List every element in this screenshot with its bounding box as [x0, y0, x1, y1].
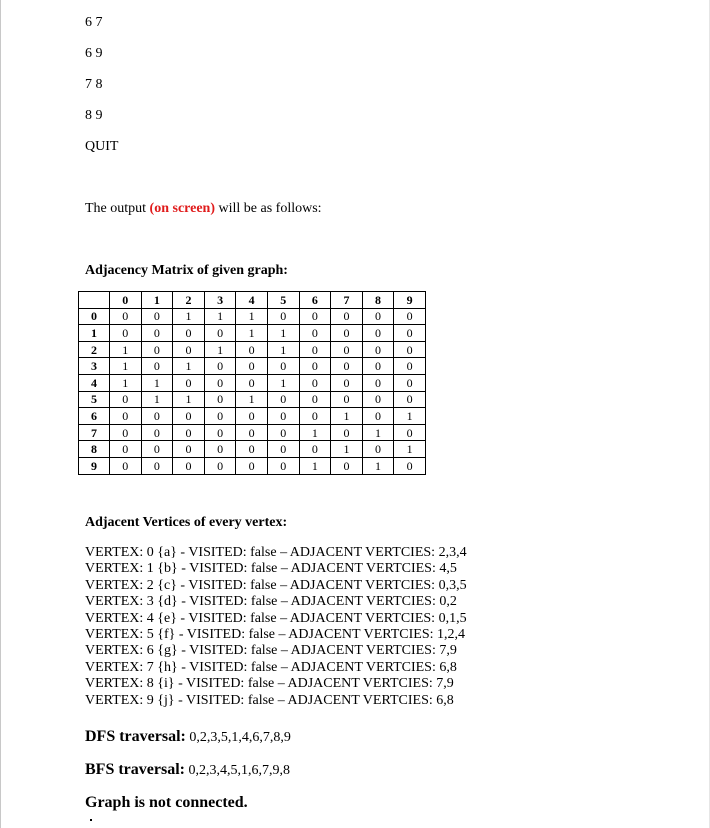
matrix-cell: 0	[362, 358, 394, 375]
matrix-cell: 0	[267, 424, 299, 441]
vertex-row: VERTEX: 8 {i} - VISITED: false – ADJACENT VERTCIES: 7,9	[85, 676, 454, 692]
matrix-cell: 0	[236, 358, 268, 375]
matrix-body	[79, 308, 426, 474]
page-edge-left	[0, 0, 1, 828]
matrix-row	[79, 391, 426, 408]
output-intro	[85, 201, 322, 217]
matrix-cell: 0	[362, 441, 394, 458]
matrix-cell: 1	[362, 424, 394, 441]
matrix-cell: 0	[331, 325, 363, 342]
matrix-cell: 1	[394, 408, 426, 425]
matrix-cell: 0	[394, 341, 426, 358]
matrix-row-header: 7	[79, 424, 110, 441]
matrix-cell: 0	[173, 341, 205, 358]
matrix-cell: 0	[362, 408, 394, 425]
matrix-cell: 1	[173, 391, 205, 408]
input-line: 8 9	[85, 108, 103, 123]
matrix-header-row	[79, 292, 426, 309]
matrix-cell: 1	[110, 358, 142, 375]
matrix-cell: 0	[299, 408, 331, 425]
conclusion: Graph is not connected.	[85, 794, 248, 811]
matrix-row-header: 5	[79, 391, 110, 408]
matrix-cell: 1	[394, 441, 426, 458]
matrix-cell: 0	[362, 374, 394, 391]
matrix-col-header: 1	[141, 292, 173, 309]
matrix-cell: 0	[236, 341, 268, 358]
matrix-corner-cell	[79, 292, 110, 309]
matrix-cell: 1	[267, 341, 299, 358]
matrix-row-header: 3	[79, 358, 110, 375]
matrix-cell: 0	[110, 424, 142, 441]
matrix-cell: 0	[141, 358, 173, 375]
matrix-col-header: 2	[173, 292, 205, 309]
matrix-cell: 1	[362, 457, 394, 474]
matrix-cell: 0	[204, 358, 236, 375]
matrix-cell: 0	[110, 441, 142, 458]
matrix-row	[79, 457, 426, 474]
matrix-cell: 1	[173, 358, 205, 375]
matrix-cell: 0	[236, 424, 268, 441]
input-line: 6 7	[85, 15, 103, 30]
matrix-row	[79, 308, 426, 325]
matrix-cell: 0	[299, 391, 331, 408]
matrix-cell: 0	[394, 374, 426, 391]
vertex-row: VERTEX: 5 {f} - VISITED: false – ADJACENT VERTCIES: 1,2,4	[85, 627, 466, 643]
bfs-label: BFS traversal:	[85, 761, 185, 778]
matrix-cell: 0	[267, 391, 299, 408]
dfs-traversal	[85, 728, 291, 747]
matrix-cell: 0	[204, 457, 236, 474]
input-line: 6 9	[85, 46, 103, 61]
matrix-cell: 1	[204, 308, 236, 325]
matrix-cell: 0	[331, 358, 363, 375]
matrix-cell: 0	[299, 341, 331, 358]
matrix-row-header: 9	[79, 457, 110, 474]
matrix-cell: 0	[110, 325, 142, 342]
vertex-row: VERTEX: 2 {c} - VISITED: false – ADJACENT VERTCIES: 0,3,5	[85, 577, 467, 593]
matrix-cell: 0	[141, 341, 173, 358]
matrix-col-header: 0	[110, 292, 142, 309]
matrix-cell: 0	[110, 457, 142, 474]
matrix-cell: 0	[173, 325, 205, 342]
matrix-cell: 0	[394, 391, 426, 408]
bfs-value: 0,2,3,4,5,1,6,7,9,8	[188, 763, 290, 778]
matrix-row-header: 8	[79, 441, 110, 458]
page-dot	[90, 819, 92, 821]
matrix-cell: 0	[267, 408, 299, 425]
matrix-cell: 0	[331, 424, 363, 441]
output-intro-after: will be as follows:	[215, 201, 322, 216]
matrix-row-header: 2	[79, 341, 110, 358]
matrix-cell: 0	[299, 441, 331, 458]
vertex-row: VERTEX: 9 {j} - VISITED: false – ADJACENT VERTCIES: 6,8	[85, 692, 454, 708]
matrix-cell: 0	[236, 374, 268, 391]
vertex-row: VERTEX: 1 {b} - VISITED: false – ADJACENT VERTCIES: 4,5	[85, 561, 457, 577]
matrix-cell: 0	[362, 341, 394, 358]
matrix-cell: 1	[267, 325, 299, 342]
matrix-cell: 0	[173, 441, 205, 458]
matrix-row	[79, 424, 426, 441]
matrix-cell: 0	[236, 441, 268, 458]
matrix-heading: Adjacency Matrix of given graph:	[85, 263, 288, 278]
input-line-quit: QUIT	[85, 139, 119, 154]
vertex-row: VERTEX: 3 {d} - VISITED: false – ADJACENT VERTCIES: 0,2	[85, 594, 457, 610]
matrix-col-header: 6	[299, 292, 331, 309]
matrix-row	[79, 408, 426, 425]
matrix-cell: 1	[173, 308, 205, 325]
matrix-row	[79, 341, 426, 358]
matrix-cell: 0	[299, 325, 331, 342]
matrix-cell: 1	[299, 457, 331, 474]
matrix-cell: 0	[394, 308, 426, 325]
vertex-row: VERTEX: 7 {h} - VISITED: false – ADJACENT VERTCIES: 6,8	[85, 659, 457, 675]
matrix-cell: 1	[236, 308, 268, 325]
matrix-cell: 0	[204, 424, 236, 441]
matrix-cell: 1	[204, 341, 236, 358]
matrix-cell: 0	[204, 374, 236, 391]
matrix-cell: 0	[267, 358, 299, 375]
matrix-cell: 0	[110, 408, 142, 425]
matrix-cell: 0	[267, 441, 299, 458]
matrix-cell: 0	[204, 391, 236, 408]
matrix-cell: 1	[331, 441, 363, 458]
matrix-cell: 0	[141, 457, 173, 474]
matrix-cell: 0	[331, 457, 363, 474]
matrix-cell: 1	[110, 341, 142, 358]
matrix-cell: 1	[267, 374, 299, 391]
matrix-col-header: 8	[362, 292, 394, 309]
vertex-list	[85, 545, 467, 709]
matrix-cell: 0	[299, 374, 331, 391]
matrix-cell: 0	[141, 424, 173, 441]
matrix-row-header: 0	[79, 308, 110, 325]
matrix-cell: 1	[236, 391, 268, 408]
matrix-cell: 0	[141, 308, 173, 325]
vertex-row: VERTEX: 0 {a} - VISITED: false – ADJACENT VERTCIES: 2,3,4	[85, 545, 467, 560]
matrix-cell: 0	[267, 457, 299, 474]
matrix-cell: 0	[173, 424, 205, 441]
output-intro-highlight: (on screen)	[149, 201, 215, 216]
matrix-row-header: 1	[79, 325, 110, 342]
matrix-col-header: 9	[394, 292, 426, 309]
matrix-cell: 0	[394, 358, 426, 375]
vertex-row: VERTEX: 6 {g} - VISITED: false – ADJACENT VERTCIES: 7,9	[85, 643, 457, 659]
matrix-cell: 0	[173, 408, 205, 425]
matrix-cell: 1	[299, 424, 331, 441]
matrix-cell: 0	[236, 408, 268, 425]
matrix-cell: 0	[394, 325, 426, 342]
matrix-cell: 0	[267, 308, 299, 325]
output-intro-before: The output	[85, 201, 150, 216]
matrix-cell: 0	[394, 424, 426, 441]
matrix-cell: 0	[299, 308, 331, 325]
matrix-cell: 0	[141, 408, 173, 425]
bfs-traversal	[85, 761, 290, 780]
matrix-cell: 0	[394, 457, 426, 474]
matrix-cell: 0	[141, 325, 173, 342]
dfs-label: DFS traversal:	[85, 728, 186, 745]
matrix-cell: 0	[331, 391, 363, 408]
matrix-cell: 1	[141, 391, 173, 408]
matrix-cell: 0	[362, 308, 394, 325]
matrix-cell: 0	[204, 441, 236, 458]
dfs-value: 0,2,3,5,1,4,6,7,8,9	[189, 730, 291, 745]
matrix-row-header: 4	[79, 374, 110, 391]
matrix-row	[79, 374, 426, 391]
matrix-cell: 0	[362, 391, 394, 408]
matrix-cell: 0	[331, 308, 363, 325]
input-line: 7 8	[85, 77, 103, 92]
matrix-cell: 0	[331, 374, 363, 391]
matrix-cell: 1	[236, 325, 268, 342]
matrix-col-header: 3	[204, 292, 236, 309]
matrix-cell: 0	[299, 358, 331, 375]
matrix-cell: 0	[362, 325, 394, 342]
matrix-cell: 0	[173, 457, 205, 474]
matrix-cell: 0	[331, 341, 363, 358]
matrix-row	[79, 441, 426, 458]
matrix-row	[79, 358, 426, 375]
vertices-heading: Adjacent Vertices of every vertex:	[85, 515, 288, 530]
matrix-cell: 1	[331, 408, 363, 425]
matrix-cell: 0	[110, 391, 142, 408]
matrix-cell: 0	[204, 325, 236, 342]
matrix-cell: 0	[141, 441, 173, 458]
vertex-row: VERTEX: 4 {e} - VISITED: false – ADJACENT VERTCIES: 0,1,5	[85, 610, 467, 626]
matrix-cell: 0	[173, 374, 205, 391]
matrix-cell: 0	[204, 408, 236, 425]
matrix-cell: 0	[110, 308, 142, 325]
adjacency-matrix	[78, 291, 426, 475]
matrix-cell: 1	[110, 374, 142, 391]
matrix-cell: 1	[141, 374, 173, 391]
matrix-col-header: 7	[331, 292, 363, 309]
matrix-cell: 0	[236, 457, 268, 474]
matrix-row-header: 6	[79, 408, 110, 425]
matrix-col-header: 4	[236, 292, 268, 309]
matrix-col-header: 5	[267, 292, 299, 309]
matrix-row	[79, 325, 426, 342]
